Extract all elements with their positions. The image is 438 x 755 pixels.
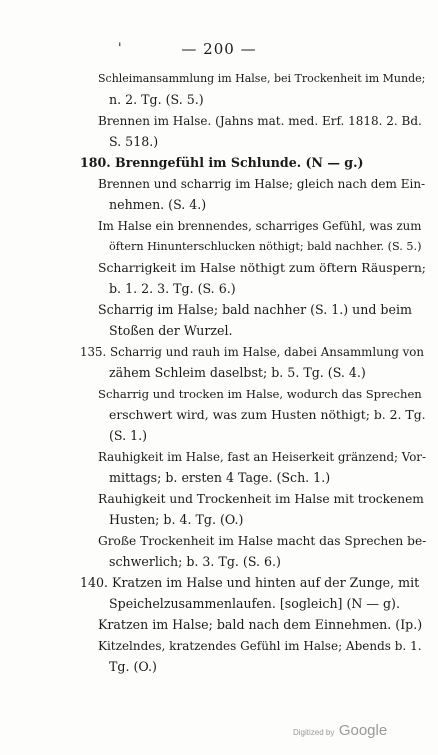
text-line: b. 1. 2. 3. Tg. (S. 6.) bbox=[109, 281, 236, 296]
text-line: Brennen im Halse. (Jahns mat. med. Erf. 1818. 2. Bd. bbox=[98, 114, 422, 128]
text-line: S. 518.) bbox=[109, 134, 159, 149]
text-line: nehmen. (S. 4.) bbox=[109, 197, 207, 212]
digitizer-watermark bbox=[293, 722, 387, 740]
text-line: Rauhigkeit im Halse, fast an Heiserkeit gränzend; Vor- bbox=[98, 450, 426, 464]
entry-heading: 140. Kratzen im Halse und hinten auf der Zunge, mit bbox=[80, 575, 420, 590]
text-line: Scharrig und trocken im Halse, wodurch das Sprechen bbox=[98, 387, 422, 401]
text-line: Husten; b. 4. Tg. (O.) bbox=[109, 512, 244, 527]
text-line: n. 2. Tg. (S. 5.) bbox=[109, 92, 204, 107]
text-line: Scharrig im Halse; bald nachher (S. 1.) und beim bbox=[98, 302, 412, 317]
text-line: schwerlich; b. 3. Tg. (S. 6.) bbox=[109, 554, 281, 569]
text-line: erschwert wird, was zum Husten nöthigt; b. 2. Tg. bbox=[109, 407, 426, 422]
text-line: Im Halse ein brennendes, scharriges Gefühl, was zum bbox=[98, 219, 422, 233]
entry-heading: 180. Brenngefühl im Schlunde. (N — g.) bbox=[80, 155, 364, 170]
page-number-header: — 200 — bbox=[181, 40, 257, 58]
text-line: Scharrigkeit im Halse nöthigt zum öftern Räuspern; bbox=[98, 260, 426, 275]
text-line: Stoßen der Wurzel. bbox=[109, 323, 233, 338]
text-line: (S. 1.) bbox=[109, 428, 148, 443]
entry-heading: 135. Scharrig und rauh im Halse, dabei Ansammlung von bbox=[80, 345, 424, 359]
text-line: öftern Hinunterschlucken nöthigt; bald nachher. (S. 5.) bbox=[109, 240, 422, 253]
text-line: zähem Schleim daselbst; b. 5. Tg. (S. 4.) bbox=[109, 365, 366, 380]
text-line: mittags; b. ersten 4 Tage. (Sch. 1.) bbox=[109, 470, 331, 485]
watermark-brand: Google bbox=[338, 722, 388, 739]
page-mark: ' bbox=[118, 41, 122, 56]
text-line: Große Trockenheit im Halse macht das Sprechen be- bbox=[98, 534, 427, 548]
text-line: Kratzen im Halse; bald nach dem Einnehmen. (Ip.) bbox=[98, 617, 423, 632]
text-line: Rauhigkeit und Trockenheit im Halse mit trockenem bbox=[98, 492, 424, 506]
watermark-prefix: Digitized by bbox=[293, 728, 335, 737]
text-line: Speichelzusammenlaufen. [sogleich] (N — g). bbox=[109, 596, 400, 611]
text-line: Tg. (O.) bbox=[109, 659, 157, 674]
text-line: Brennen und scharrig im Halse; gleich nach dem Ein- bbox=[98, 177, 426, 191]
text-line: Kitzelndes, kratzendes Gefühl im Halse; Abends b. 1. bbox=[98, 639, 422, 653]
text-line: Schleimansammlung im Halse, bei Trockenheit im Munde; bbox=[98, 72, 426, 85]
